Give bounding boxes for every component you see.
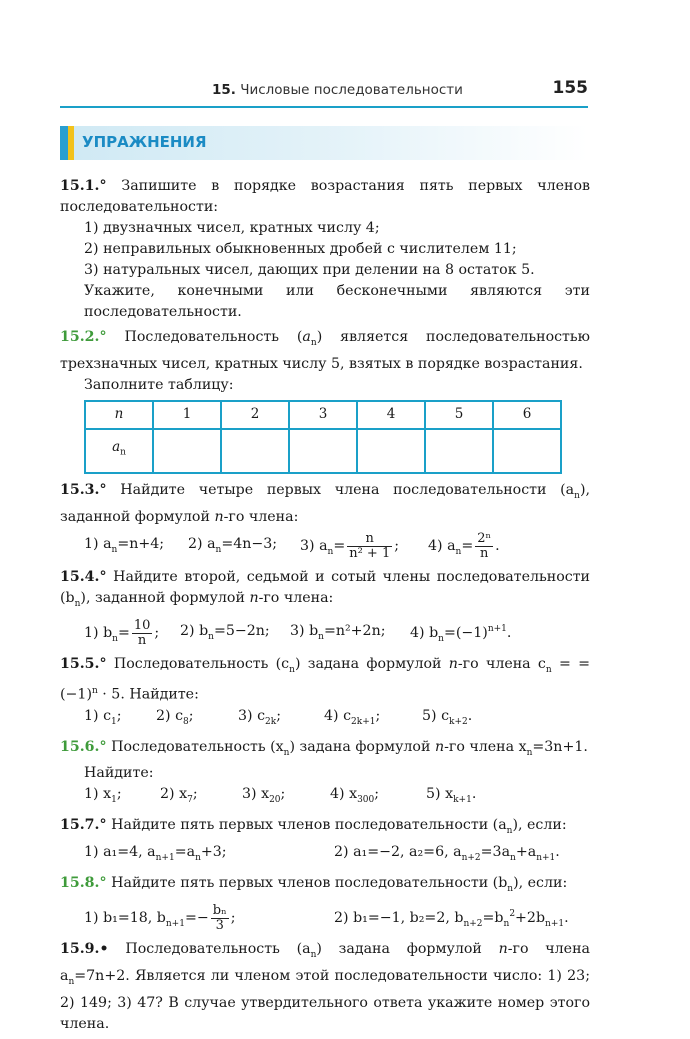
fraction: $\frac{10}{n}$	[133, 617, 151, 648]
table-header-cell: 4	[357, 401, 425, 429]
exercise-items	[60, 619, 590, 650]
item-2: 2) bn=5−2n;	[180, 623, 270, 642]
table-empty-cell[interactable]	[425, 429, 493, 473]
chapter-number: 15.	[212, 82, 236, 98]
subscript: n	[574, 490, 580, 501]
item-2: 2) an=4n−3;	[188, 535, 278, 555]
table-header-cell: 1	[153, 401, 221, 429]
exercise-15-3	[60, 480, 590, 563]
exercise-text: Найдите четыре первых члена последовательности (a	[120, 481, 575, 498]
page-number: 155	[552, 78, 588, 98]
exercise-15-7: 15.7.° Найдите пять первых членов последовательности $(a_n)$, если: 1) a₁=4, an+1=an+3; 2) a₁=−2, a₂=6, an+2=3an+an+1.	[60, 815, 590, 869]
section-title: УПРАЖНЕНИЯ	[82, 133, 207, 151]
item-1: 1) a₁=4, an+1=an+3;	[84, 844, 227, 863]
exercise-number: 15.5.°	[60, 656, 107, 673]
item: 3) c2k;	[238, 707, 281, 727]
table-header-cell	[85, 401, 153, 429]
seq-symbol: a	[302, 329, 311, 345]
item-4: 4) an= $\frac{\text{2ⁿ}}{n}$ .	[428, 530, 500, 561]
exercise-instruction: Найдите:	[84, 765, 154, 782]
exercise-text: Найдите второй, седьмой и сотый члены последовательности (b	[60, 568, 590, 606]
exercise-item: 2) неправильных обыкновенных дробей с числителем 11;	[84, 241, 517, 257]
exercise-items	[60, 904, 590, 935]
item-1: 1) bn= $\frac{10}{n}$ ;	[84, 617, 160, 648]
exercise-number: 15.9.•	[60, 941, 109, 957]
item-2: 2) a₁=−2, a₂=6, an+2=3an+an+1.	[334, 844, 560, 863]
table-empty-cell[interactable]	[221, 429, 289, 473]
exercise-text: ), заданной формулой	[60, 481, 590, 525]
item: 1) x1;	[84, 786, 122, 806]
var-n: n	[214, 508, 224, 525]
item: 5) ck+2.	[422, 707, 473, 727]
exercise-number: 15.3.°	[60, 481, 107, 498]
exercise-15-1	[60, 176, 590, 323]
chapter-title: Числовые последовательности	[240, 82, 463, 98]
exercises	[60, 176, 590, 1039]
banner-yellow-bar	[68, 126, 74, 160]
exercise-item: 1) двузначных чисел, кратных числу 4;	[84, 220, 380, 236]
row-label-n: n	[114, 406, 124, 423]
exercise-number: 15.1.°	[60, 178, 107, 194]
exercise-items	[60, 784, 590, 811]
exercise-15-6: 15.6.° Последовательность $(x_n)$ задана формулой n-го члена $x_n=3n+1$. Найдите: 1) x1; 2) x7; 3) x20; 4) x300; 5) xk+1.	[60, 737, 590, 812]
table-empty-cell[interactable]	[357, 429, 425, 473]
item-1: 1) an=n+4;	[84, 535, 165, 555]
table-header-cell: 2	[221, 401, 289, 429]
item: 2) x7;	[160, 786, 198, 806]
item: 4) c2k+1;	[324, 707, 381, 727]
exercise-text: ) является последовательностью трехзначных чисел, кратных числу 5, взятых в порядке возрастания.	[60, 329, 590, 372]
subscript: n	[74, 598, 81, 609]
seq-subscript: n	[310, 337, 317, 348]
table-empty-cell[interactable]	[289, 429, 357, 473]
fraction: $\frac{\text{bₙ}}{3}$	[212, 902, 227, 933]
exercise-item: 3) натуральных чисел, дающих при делении на 8 остаток 5.	[84, 262, 535, 278]
exercise-15-4	[60, 567, 590, 650]
exercise-intro: Запишите в порядке возрастания пять первых членов последовательности:	[60, 178, 590, 215]
exercise-outro: Укажите, конечными или бесконечными являются эти последовательности.	[84, 283, 590, 320]
exercise-text: Последовательность (	[124, 329, 303, 345]
table-empty-cell[interactable]	[153, 429, 221, 473]
exercise-number: 15.4.°	[60, 568, 107, 585]
table-empty-cell[interactable]	[493, 429, 561, 473]
item-3: 3) an= $\frac{n}{\text{n² + 1}}$ ;	[300, 530, 400, 561]
exercise-15-9: 15.9.• Последовательность $(a_n)$ задана формулой n-го члена $a_n=7n+2$. Является ли членом этой последовательности число: 1) 23; 2) 149; 3) 47? В случае утвердительного ответа укажите номер этого члена.	[60, 941, 590, 1032]
exercise-number: 15.2.°	[60, 329, 107, 345]
table-header-cell: 6	[493, 401, 561, 429]
item: 4) x300;	[330, 786, 380, 806]
table-header-cell: 5	[425, 401, 493, 429]
row-label-sub: n	[120, 448, 126, 459]
exercise-15-2	[60, 327, 590, 474]
exercise-items	[60, 842, 590, 869]
table-header-cell: 3	[289, 401, 357, 429]
exercise-number: 15.8.°	[60, 874, 107, 891]
item-4: 4) bn=(−1)n+1.	[410, 624, 512, 644]
fraction: $\frac{\text{2ⁿ}}{n}$	[477, 530, 492, 561]
exercise-text: -го члена:	[223, 508, 299, 525]
page-header	[60, 78, 588, 108]
item: 2) c8;	[156, 707, 194, 727]
item: 1) c1;	[84, 707, 122, 727]
banner-blue-bar	[60, 126, 68, 160]
exercise-text: ), заданной формулой	[80, 589, 245, 606]
exercise-15-8: 15.8.° Найдите пять первых членов последовательности $(b_n)$, если: 1) b₁=18, bn+1=− $\frac{\text{bₙ}}{3}$ ; 2) b₁=−1, b₂=2, bn+2=bn2+2bn+1.	[60, 873, 590, 935]
fraction: $\frac{n}{\text{n² + 1}}$	[349, 530, 391, 561]
exercise-items	[60, 706, 590, 733]
item-2: 2) b₁=−1, b₂=2, bn+2=bn2+2bn+1.	[334, 909, 569, 929]
table-row-label	[85, 429, 153, 473]
row-label-a: a	[112, 439, 121, 456]
exercise-text: -го члена:	[258, 589, 334, 606]
exercise-instruction: Заполните таблицу:	[84, 376, 234, 393]
chapter-heading	[212, 82, 463, 98]
item-3: 3) bn=n²+2n;	[290, 623, 386, 642]
section-banner	[60, 126, 588, 160]
fill-table	[84, 400, 562, 474]
exercise-number: 15.7.°	[60, 817, 107, 834]
exercise-number: 15.6.°	[60, 738, 107, 755]
item: 3) x20;	[242, 786, 286, 806]
exercise-15-5: 15.5.° Последовательность $(c_n)$ задана формулой n-го члена $c_n$ = = $(-1)^n \cdot 5$. Найдите: 1) c1; 2) c8; 3) c2k; 4) c2k+1; 5) ck+2.	[60, 654, 590, 732]
var-n: n	[249, 589, 259, 606]
item: 5) xk+1.	[426, 786, 477, 806]
item-1: 1) b₁=18, bn+1=− $\frac{\text{bₙ}}{3}$ ;	[84, 902, 236, 933]
exercise-items	[60, 532, 590, 563]
